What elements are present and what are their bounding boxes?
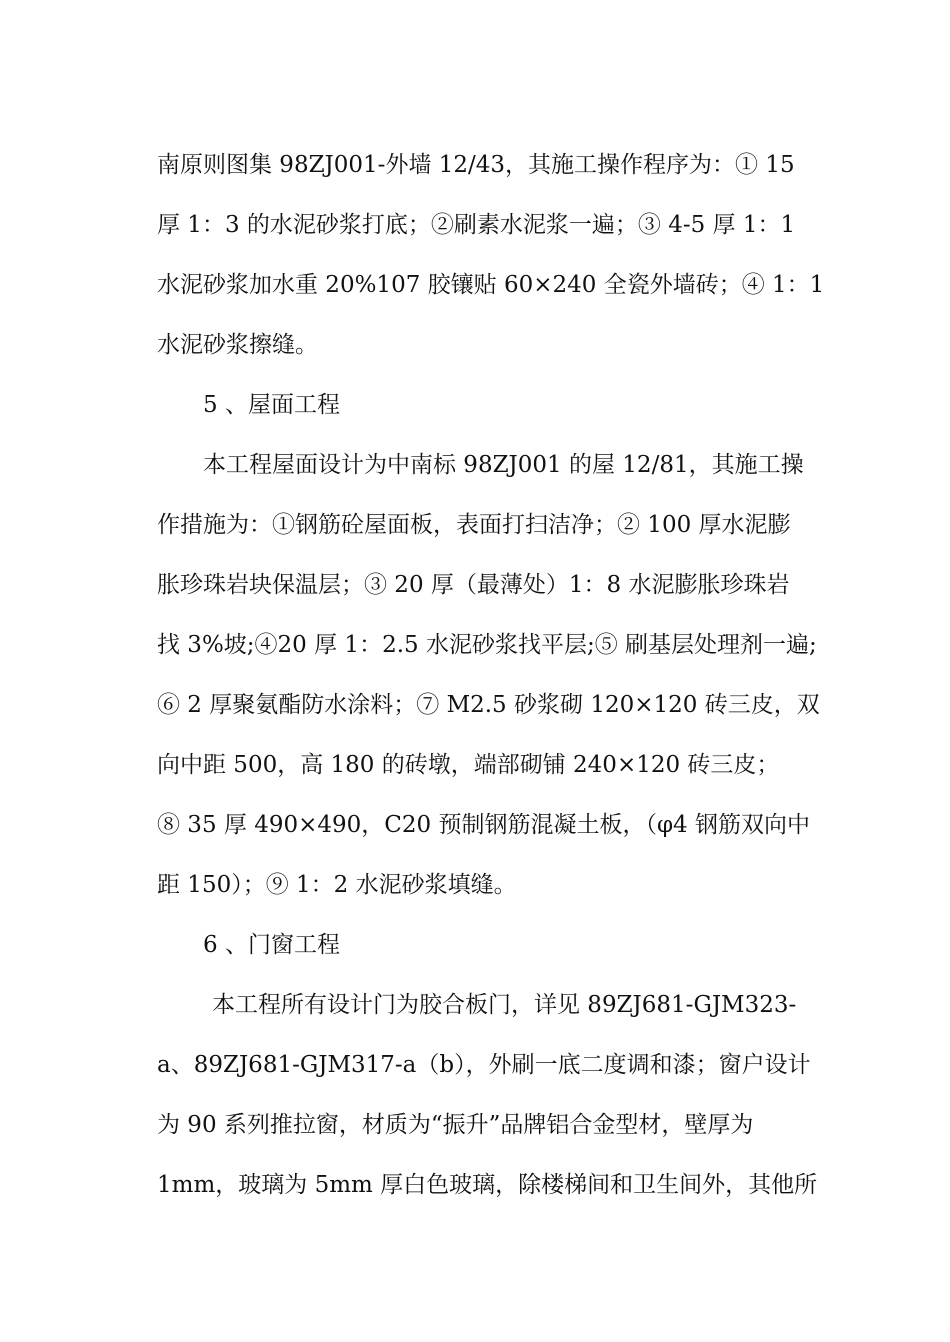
text-line: 胀珍珠岩块保温层；③ 20 厚（最薄处）1：8 水泥膨胀珍珠岩 xyxy=(157,572,790,598)
text-line: 向中距 500，高 180 的砖墩，端部砌铺 240×120 砖三皮； xyxy=(157,752,780,778)
text-line: 厚 1：3 的水泥砂浆打底；②刷素水泥浆一遍；③ 4-5 厚 1：1 xyxy=(157,212,796,238)
text-line: 本工程所有设计门为胶合板门，详见 89ZJ681-GJM323- xyxy=(212,992,797,1018)
section-heading-roof: 5 、屋面工程 xyxy=(203,392,340,418)
text-line: 作措施为：①钢筋砼屋面板，表面打扫洁净；② 100 厚水泥膨 xyxy=(157,512,791,538)
section-heading-doors-windows: 6 、门窗工程 xyxy=(203,932,340,958)
text-line: ⑥ 2 厚聚氨酯防水涂料；⑦ M2.5 砂浆砌 120×120 砖三皮，双 xyxy=(157,692,820,718)
text-line: 距 150）；⑨ 1：2 水泥砂浆填缝。 xyxy=(157,872,517,898)
document-body xyxy=(157,135,857,1215)
text-line: a、89ZJ681-GJM317-a（b），外刷一底二度调和漆；窗户设计 xyxy=(157,1052,811,1078)
text-line: 本工程屋面设计为中南标 98ZJ001 的屋 12/81，其施工操 xyxy=(203,452,804,478)
text-line: 南原则图集 98ZJ001-外墙 12/43，其施工操作程序为：① 15 xyxy=(157,152,795,178)
text-line: 为 90 系列推拉窗，材质为“振升”品牌铝合金型材，壁厚为 xyxy=(157,1112,754,1138)
text-line: ⑧ 35 厚 490×490，C20 预制钢筋混凝土板，（φ4 钢筋双向中 xyxy=(157,812,810,838)
text-line: 水泥砂浆擦缝。 xyxy=(157,332,318,358)
text-line: 水泥砂浆加水重 20%107 胶镶贴 60×240 全瓷外墙砖；④ 1：1 xyxy=(157,272,825,298)
text-line: 1mm，玻璃为 5mm 厚白色玻璃，除楼梯间和卫生间外，其他所 xyxy=(157,1172,818,1198)
text-line: 找 3%坡;④20 厚 1：2.5 水泥砂浆找平层;⑤ 刷基层处理剂一遍; xyxy=(157,632,817,658)
